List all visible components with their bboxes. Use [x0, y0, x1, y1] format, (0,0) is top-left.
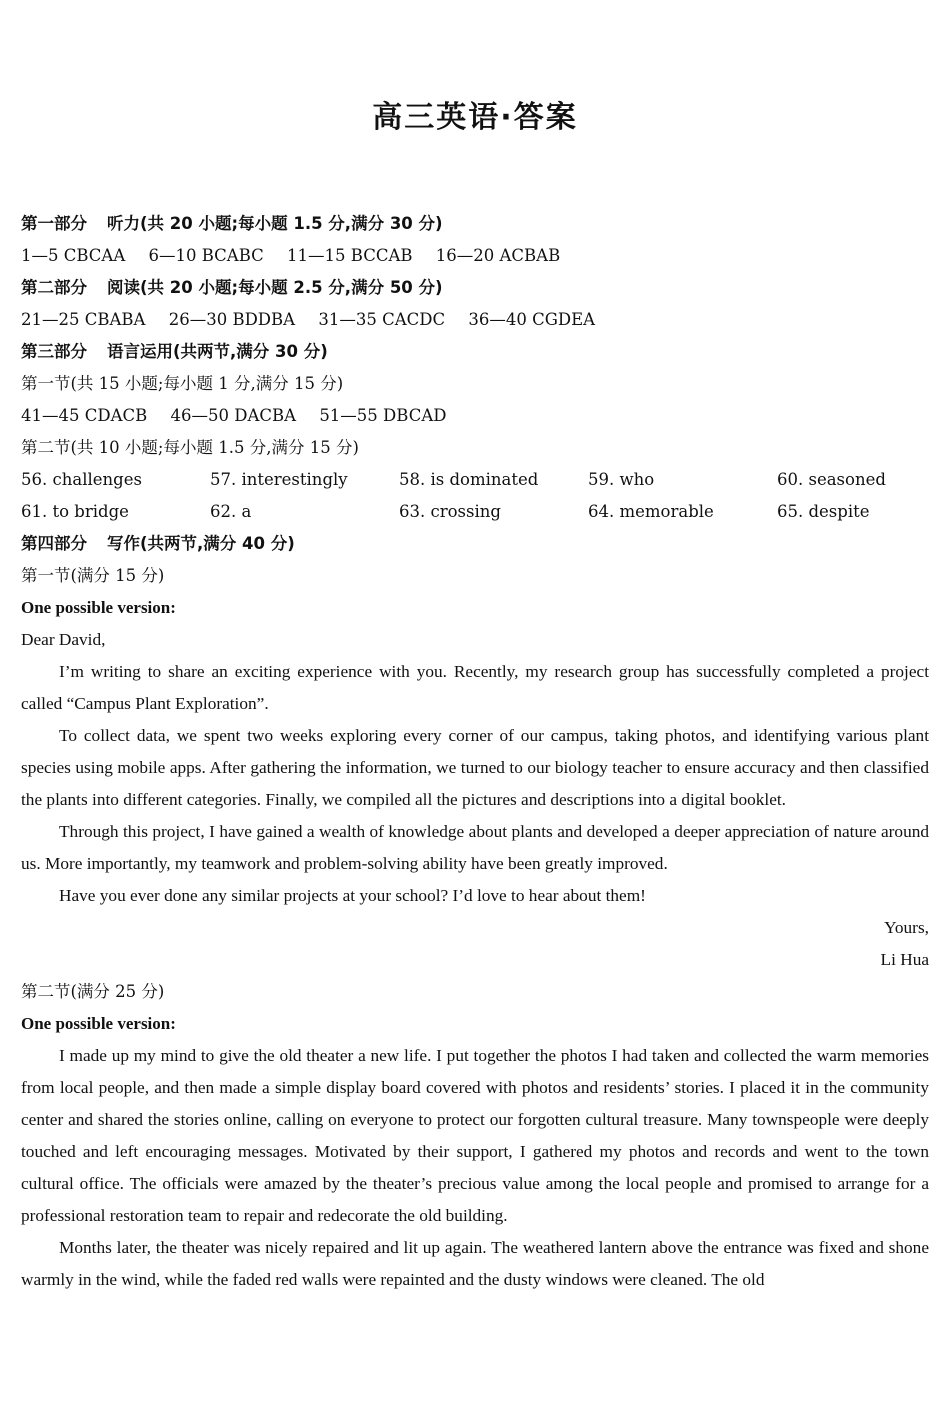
- answer-group: 6—10 BCABC: [148, 246, 264, 265]
- part3-section1-answers: [21, 400, 929, 432]
- fill-answer: 57. interestingly: [210, 470, 348, 489]
- part4-section1-label: 第一节(满分 15 分): [21, 566, 165, 585]
- part3-section2-label: 第二节(共 10 小题;每小题 1.5 分,满分 15 分): [21, 438, 359, 457]
- part1-heading: 第一部分: [21, 214, 87, 233]
- answer-group: 46—50 DACBA: [170, 406, 297, 425]
- answer-group: 31—35 CACDC: [318, 310, 446, 329]
- answer-group: 26—30 BDDBA: [168, 310, 296, 329]
- fill-answer: 59. who: [588, 470, 655, 489]
- part4-heading: 第四部分: [21, 534, 87, 553]
- part3-name: 语言运用(共两节,满分 30 分): [107, 342, 328, 361]
- part1-answers: [21, 240, 929, 272]
- fill-answer: 60. seasoned: [777, 470, 886, 489]
- fill-answer: 58. is dominated: [399, 470, 539, 489]
- letter-paragraph: I’m writing to share an exciting experience with you. Recently, my research group has successfully completed a project called “Campus Plant Exploration”.: [21, 662, 929, 713]
- fill-answer: 64. memorable: [588, 502, 714, 521]
- letter-closing: Yours,: [884, 918, 929, 937]
- letter-salutation: Dear David,: [21, 630, 106, 649]
- version-label: One possible version:: [21, 598, 176, 617]
- fill-answer: 63. crossing: [399, 502, 501, 521]
- part3-section2-row2: [21, 496, 929, 528]
- answer-group: 1—5 CBCAA: [21, 246, 126, 265]
- page-title: 高三英语·答案: [372, 100, 578, 135]
- part2-answers: [21, 304, 929, 336]
- letter-paragraph: Through this project, I have gained a wealth of knowledge about plants and developed a deeper appreciation of nature around us. More importantly, my teamwork and problem-solving ability have been greatly improved.: [21, 822, 929, 873]
- fill-answer: 65. despite: [777, 502, 870, 521]
- part1-name: 听力(共 20 小题;每小题 1.5 分,满分 30 分): [107, 214, 443, 233]
- answer-group: 11—15 BCCAB: [287, 246, 413, 265]
- letter-paragraph: To collect data, we spent two weeks exploring every corner of our campus, taking photos, and identifying various plant species using mobile apps. After gathering the information, we turned to our biology teacher to ensure accuracy and then classified the plants into different categories. Finally, we compiled all the pictures and descriptions into a digital booklet.: [21, 726, 929, 809]
- letter-signature: Li Hua: [880, 950, 929, 969]
- part3-heading: 第三部分: [21, 342, 87, 361]
- essay-paragraph: I made up my mind to give the old theater a new life. I put together the photos I had taken and collected the warm memories from local people, and then made a simple display board covered with photos and residents’ stories. I placed it in the community center and shared the stories online, calling on everyone to protect our forgotten cultural treasure. Many townspeople were deeply touched and left encouraging messages. Motivated by their support, I gathered my photos and records and went to the town cultural office. The officials were amazed by the theater’s precious value among the local people and promised to arrange for a professional restoration team to repair and redecorate the old building.: [21, 1046, 929, 1225]
- part4-section2-label: 第二节(满分 25 分): [21, 982, 165, 1001]
- part4-header: [21, 528, 929, 560]
- answer-group: 16—20 ACBAB: [435, 246, 561, 265]
- essay-paragraph: Months later, the theater was nicely repaired and lit up again. The weathered lantern above the entrance was fixed and shone warmly in the wind, while the faded red walls were repainted and the dusty windows were cleaned. The old: [21, 1238, 929, 1289]
- version-label: One possible version:: [21, 1014, 176, 1033]
- part1-header: [21, 208, 929, 240]
- answer-group: 41—45 CDACB: [21, 406, 148, 425]
- letter-paragraph: Have you ever done any similar projects at your school? I’d love to hear about them!: [59, 886, 646, 905]
- answer-group: 21—25 CBABA: [21, 310, 146, 329]
- answer-group: 51—55 DBCAD: [319, 406, 447, 425]
- fill-answer: 56. challenges: [21, 470, 142, 489]
- part3-header: [21, 336, 929, 368]
- part3-section1-label: 第一节(共 15 小题;每小题 1 分,满分 15 分): [21, 374, 344, 393]
- fill-answer: 62. a: [210, 502, 252, 521]
- answer-content: [21, 208, 929, 1296]
- part2-name: 阅读(共 20 小题;每小题 2.5 分,满分 50 分): [107, 278, 443, 297]
- fill-answer: 61. to bridge: [21, 502, 129, 521]
- part3-section2-row1: [21, 464, 929, 496]
- part2-heading: 第二部分: [21, 278, 87, 297]
- part4-name: 写作(共两节,满分 40 分): [107, 534, 295, 553]
- answer-group: 36—40 CGDEA: [468, 310, 596, 329]
- part2-header: [21, 272, 929, 304]
